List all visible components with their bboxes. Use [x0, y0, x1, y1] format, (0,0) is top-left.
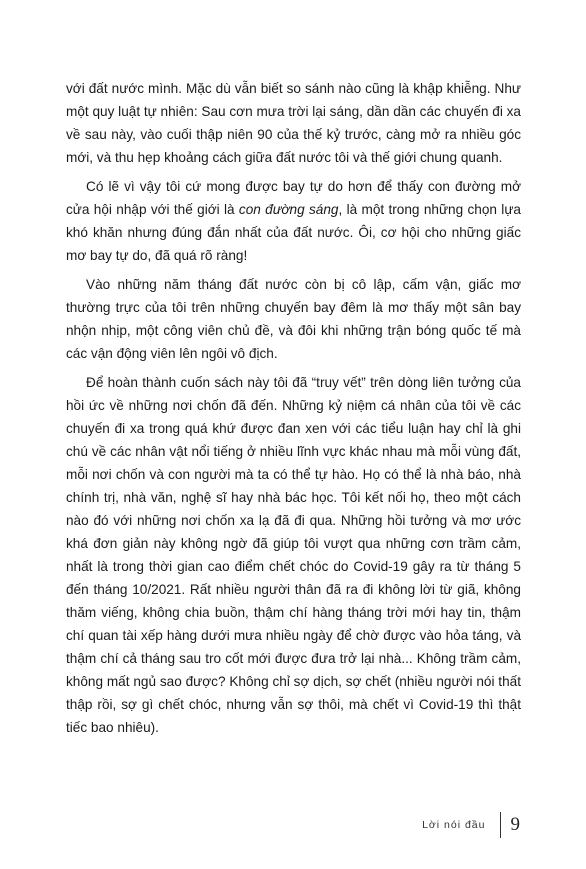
footer-divider: [500, 812, 501, 838]
page-body: [66, 77, 521, 745]
paragraph-1: với đất nước mình. Mặc dù vẫn biết so sánh nào cũng là khập khiễng. Như một quy luật tự nhiên: Sau cơn mưa trời lại sáng, dần dần các chuyến đi xa về sau này, vào cuối thập niên 90 của thế kỷ trước, càng mở ra nhiều góc mới, và thu hẹp khoảng cách giữa đất nước tôi và thế giới chung quanh.: [66, 81, 521, 165]
paragraph-2: [66, 175, 521, 267]
section-label: Lời nói đầu: [422, 819, 486, 831]
paragraph-2-text-end: , là một trong những chọn lựa khó khăn nhưng đúng đắn nhất của đất nước. Ôi, cơ hội cho những giấc mơ bay tự do, đã quá rõ ràng!: [66, 202, 521, 263]
page-number: 9: [510, 814, 520, 835]
paragraph-2-emphasis: con đường sáng: [238, 202, 339, 217]
paragraph-4: Để hoàn thành cuốn sách này tôi đã “truy vết” trên dòng liên tưởng của hồi ức về những nơi chốn đã đến. Những kỷ niệm cá nhân của tôi về các chuyến đi xa trong quá khứ được đan xen với các tiểu luận hay chỉ là ghi chú về các nhân vật nổi tiếng ở nhiều lĩnh vực khác nhau mà mỗi vùng đất, mỗi nơi chốn và con người mà ta có thể tự hào. Họ có thể là nhà báo, nhà chính trị, nhà văn, nghệ sĩ hay nhà bác học. Tôi kết nối họ, theo một cách nào đó với những nơi chốn xa lạ đã đi qua. Những hồi tưởng và mơ ước khá đơn giản này không ngờ đã giúp tôi vượt qua những cơn trầm cảm, nhất là trong thời gian cao điểm chết chóc do Covid-19 gây ra từ tháng 5 đến tháng 10/2021. Rất nhiều người thân đã ra đi không lời từ giã, không thăm viếng, không chia buồn, thậm chí hàng tháng trời mới hay tin, thậm chí quan tài xếp hàng dưới mưa nhiều ngày để chờ được vào hỏa táng, và thậm chí cả tháng sau tro cốt mới được đưa trở lại nhà... Không trầm cảm, không mất ngủ sao được? Không chỉ sợ dịch, sợ chết (nhiều người nói thất thập rồi, sợ gì chết chóc, nhưng vẫn sợ thôi, mà chết vì Covid-19 thì thật tiếc bao nhiêu).: [66, 375, 521, 735]
paragraph-3: Vào những năm tháng đất nước còn bị cô lập, cấm vận, giấc mơ thường trực của tôi trên những chuyến bay đêm là mơ thấy một sân bay nhộn nhịp, một công viên chủ đề, và đôi khi những trận bóng quốc tế mà các vận động viên lên ngôi vô địch.: [66, 277, 521, 361]
paragraph-2-text: Có lẽ vì vậy tôi cứ mong được bay tự do hơn để thấy con đường mở cửa hội nhập với thế giới là: [66, 179, 521, 217]
page-footer: [422, 812, 520, 838]
